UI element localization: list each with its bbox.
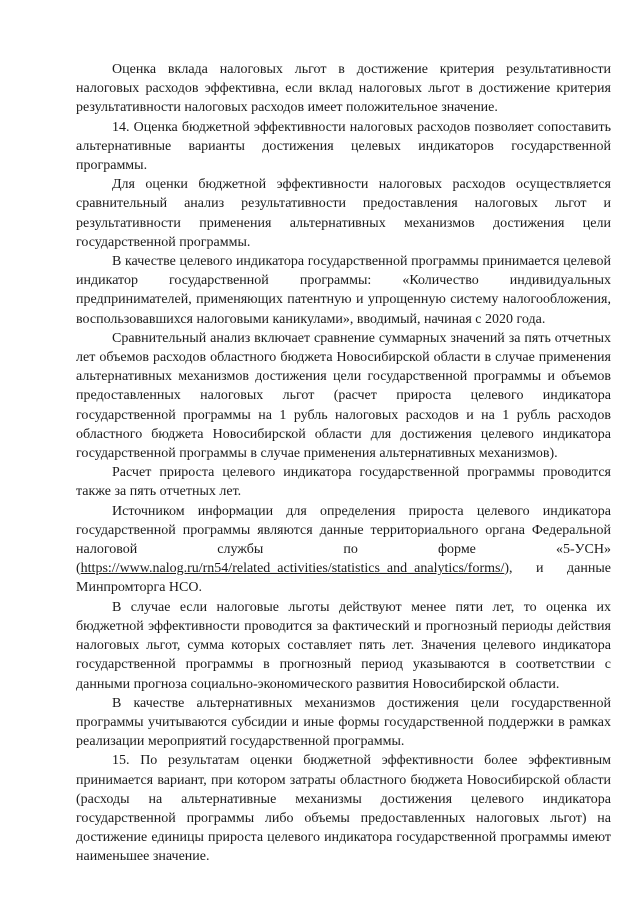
paragraph-short-benefits: В случае если налоговые льготы действуют менее пяти лет, то оценка их бюджетной эффективности проводится за фактический и прогнозный периоды действия налоговых льгот, сумма которых составляет пять лет. Значения целевого индикатора государственной программы в прогнозный период указываются в соответствии с данными прогноза социально-экономического развития Новосибирской области. [76, 599, 611, 692]
paragraph-comparative-analysis-scope: Сравнительный анализ включает сравнение суммарных значений за пять отчетных лет объемов расходов областного бюджета Новосибирской области в случае применения альтернативных механизмов достижения цели государственной программы и объемов предоставленных налоговых льгот (расчет прироста целевого индикатора государственной программы на 1 рубль налоговых расходов и на 1 рубль расходов областного бюджета Новосибирской области для достижения целевого индикатора государственной программы в случае применения альтернативных механизмов). [76, 330, 611, 462]
information-source-text-before: Источником информации для определения прироста целевого индикатора государственной программы являются данные территориального органа Федеральной налоговой службы по форме «5-УСН» ( [76, 503, 611, 577]
paragraph-comparative-analysis-purpose: Для оценки бюджетной эффективности налоговых расходов осуществляется сравнительный анализ результативности предоставления налоговых льгот и результативности применения альтернативных механизмов достижения цели государственной программы. [76, 177, 611, 250]
paragraph-target-indicator: В качестве целевого индикатора государственной программы принимается целевой индикатор государственной программы: «Количество индивидуальных предпринимателей, применяющих патентную и упрощенную систему налогообложения, воспользовавшихся налоговыми каникулами», вводимый, начиная с 2020 года. [76, 254, 611, 327]
document-body [76, 60, 611, 867]
paragraph-alternative-mechanisms: В качестве альтернативных механизмов достижения цели государственной программы учитываются субсидии и иные формы государственной поддержки в рамках реализации мероприятий государственной программы. [76, 695, 611, 750]
paragraph-tax-benefit-contribution: Оценка вклада налоговых льгот в достижение критерия результативности налоговых расходов эффективна, если вклад налоговых льгот в достижение критерия результативности налоговых расходов имеет положительное значение. [76, 62, 611, 116]
nalog-statistics-link[interactable]: https://www.nalog.ru/rn54/related_activities/statistics_and_analytics/forms/ [80, 561, 505, 577]
paragraph-information-source [76, 502, 611, 598]
paragraph-item-14: 14. Оценка бюджетной эффективности налоговых расходов позволяет сопоставить альтернативные варианты достижения целевых индикаторов государственной программы. [76, 119, 611, 174]
information-source-text-after: ), и данные Минпромторга НСО. [76, 561, 611, 596]
paragraph-item-15: 15. По результатам оценки бюджетной эффективности более эффективным принимается вариант, при котором затраты областного бюджета Новосибирской области (расходы на альтернативные механизмы достижения целевого индикатора государственной программы либо объемы предоставленных налоговых льгот) на достижение единицы прироста целевого индикатора государственной программы имеют наименьшее значение. [76, 753, 611, 865]
paragraph-calculation-period: Расчет прироста целевого индикатора государственной программы проводится также за пять отчетных лет. [76, 465, 611, 500]
